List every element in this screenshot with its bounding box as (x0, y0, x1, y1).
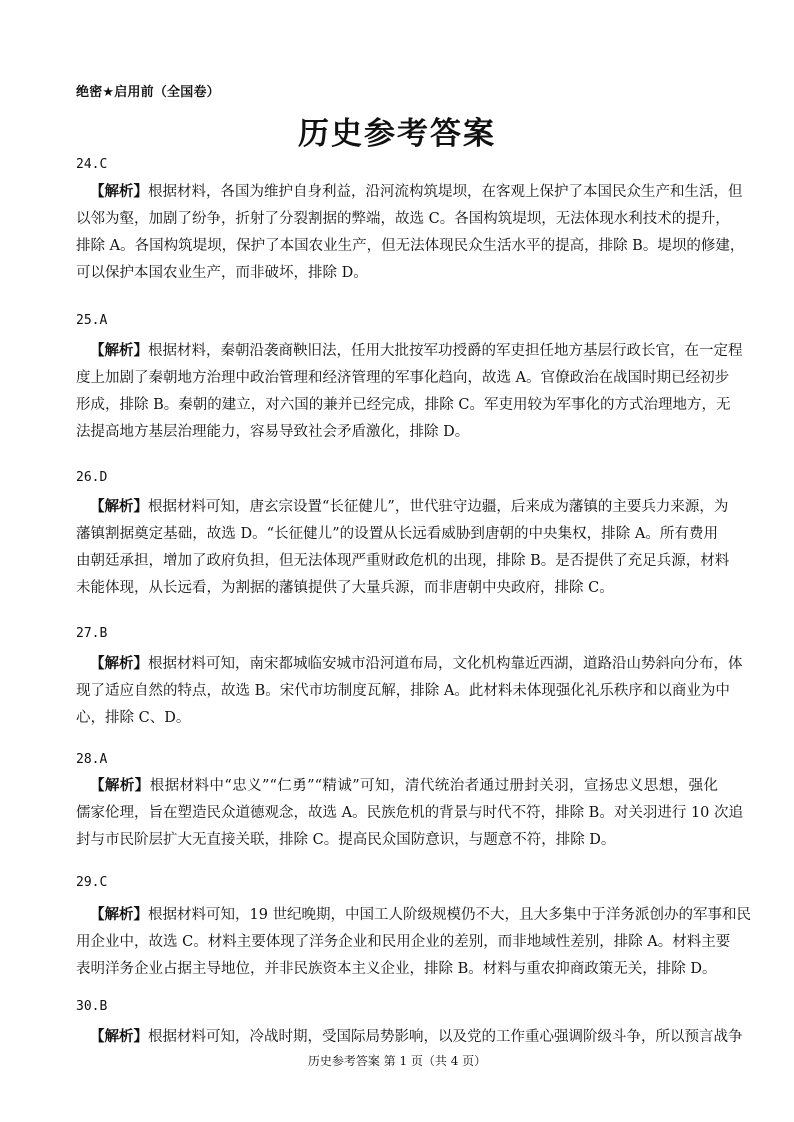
analysis-paragraph (76, 901, 752, 983)
question-number: 26.D (76, 470, 108, 485)
analysis-tag: 【解析】 (90, 777, 150, 794)
analysis-line: 现了适应自然的特点，故选 B。宋代市坊制度瓦解，排除 A。此材料未体现强化礼乐秩序和以商业为中 (76, 683, 730, 699)
question-number: 27.B (76, 626, 108, 641)
analysis-tag: 【解析】 (90, 342, 148, 359)
analysis-line: 封与市民阶层扩大无直接关联，排除 C。提高民众国防意识，与题意不符，排除 D。 (76, 832, 616, 848)
analysis-tag: 【解析】 (90, 906, 148, 923)
question-number: 24.C (76, 157, 108, 172)
analysis-line: 根据材料，秦朝沿袭商鞅旧法，任用大批按军功授爵的军吏担任地方基层行政长官，在一定程 (148, 343, 743, 359)
analysis-tag: 【解析】 (90, 655, 148, 672)
analysis-line: 根据材料可知，冷战时期，受国际局势影响，以及党的工作重心强调阶级斗争，所以预言战争 (148, 1029, 743, 1045)
analysis-paragraph (76, 178, 745, 287)
analysis-line: 用企业中，故选 C。材料主要体现了洋务企业和民用企业的差别，而非地域性差别，排除 A。材料主要 (76, 934, 731, 950)
analysis-paragraph (76, 493, 730, 602)
analysis-line: 以邻为壑，加剧了纷争，折射了分裂割据的弊端，故选 C。各国构筑堤坝，无法体现水利技术的提升， (76, 211, 730, 227)
analysis-line: 排除 A。各国构筑堤坝，保护了本国农业生产，但无法体现民众生活水平的提高，排除 B。堤坝的修建， (76, 238, 745, 254)
analysis-line: 根据材料中“忠义”“仁勇”“精诚”可知，清代统治者通过册封关羽，宣扬忠义思想，强化 (149, 778, 718, 794)
question-number: 29.C (76, 875, 108, 890)
analysis-line: 可以保护本国农业生产，而非破坏，排除 D。 (76, 265, 368, 281)
analysis-line: 法提高地方基层治理能力，容易导致社会矛盾激化，排除 D。 (76, 424, 470, 440)
analysis-line: 儒家伦理，旨在塑造民众道德观念，故选 A。民族危机的背景与时代不符，排除 B。对关羽进行 10 次追 (76, 805, 744, 821)
analysis-line: 未能体现，从长远看，为割据的藩镇提供了大量兵源，而非唐朝中央政府，排除 C。 (76, 580, 614, 596)
analysis-paragraph (76, 650, 743, 732)
question-number: 25.A (76, 313, 108, 328)
analysis-paragraph (76, 772, 744, 854)
analysis-line: 心，排除 C、D。 (76, 710, 191, 726)
page-title: 历史参考答案 (298, 116, 496, 152)
question-number: 28.A (76, 752, 108, 767)
analysis-tag: 【解析】 (90, 1028, 148, 1045)
analysis-line: 根据材料，各国为维护自身利益，沿河流构筑堤坝，在客观上保护了本国民众生产和生活，但 (148, 184, 743, 200)
analysis-line: 根据材料可知，唐玄宗设置“长征健儿”，世代驻守边疆，后来成为藩镇的主要兵力来源，为 (148, 499, 729, 515)
page-footer: 历史参考答案 第 1 页（共 4 页） (307, 1054, 487, 1068)
confidentiality-label: 绝密★启用前（全国卷） (76, 85, 220, 100)
analysis-paragraph (90, 1023, 743, 1051)
analysis-line: 根据材料可知，南宋都城临安城市沿河道布局，文化机构靠近西湖，道路沿山势斜向分布，体 (148, 656, 743, 672)
analysis-tag: 【解析】 (90, 183, 148, 200)
analysis-line: 根据材料可知，19 世纪晚期，中国工人阶级规模仍不大，且大多集中于洋务派创办的军事和民 (148, 907, 752, 923)
analysis-line: 由朝廷承担，增加了政府负担，但无法体现严重财政危机的出现，排除 B。是否提供了充足兵源，材料 (76, 553, 730, 569)
analysis-line: 表明洋务企业占据主导地位，并非民族资本主义企业，排除 B。材料与重农抑商政策无关，排除 D。 (76, 961, 717, 977)
question-number: 30.B (76, 999, 108, 1014)
analysis-line: 藩镇割据奠定基础，故选 D。“长征健儿”的设置从长远看威胁到唐朝的中央集权，排除 A。所有费用 (76, 526, 718, 542)
analysis-paragraph (76, 337, 743, 446)
analysis-tag: 【解析】 (90, 498, 148, 515)
analysis-line: 形成，排除 B。秦朝的建立，对六国的兼并已经完成，排除 C。军吏用较为军事化的方式治理地方，无 (76, 397, 731, 413)
analysis-line: 度上加剧了秦朝地方治理中政治管理和经济管理的军事化趋向，故选 A。官僚政治在战国时期已经初步 (76, 370, 730, 386)
